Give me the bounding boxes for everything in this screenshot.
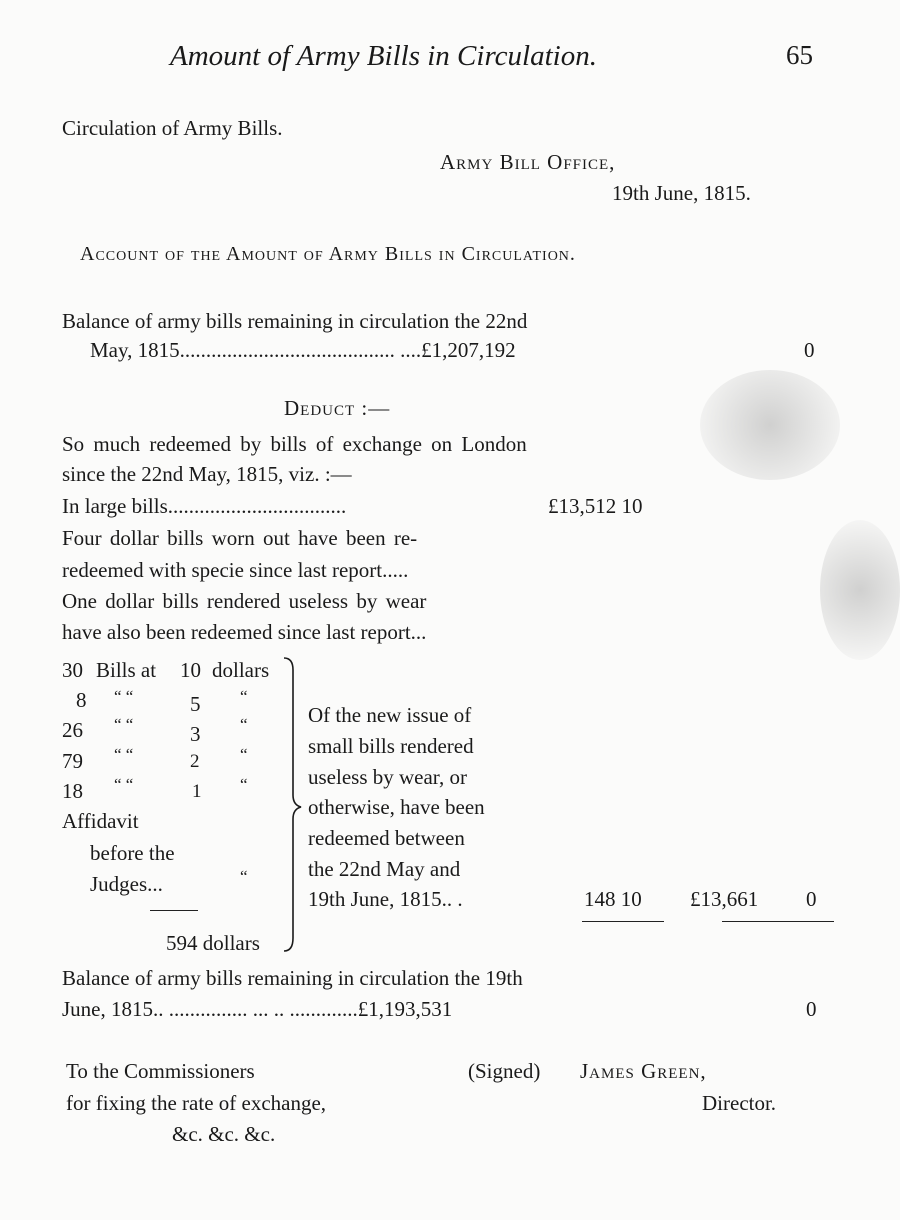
four-dollar-line1: Four dollar bills worn out have been re-	[62, 526, 418, 550]
date-line: 19th June, 1815.	[612, 181, 751, 205]
affidavit-line1: Affidavit	[62, 809, 139, 833]
balance-end-line2: June, 1815.. ............... ... .. .............£1,193,531	[62, 997, 453, 1021]
note-line: small bills rendered	[308, 734, 474, 758]
addressee-line2: for fixing the rate of exchange,	[66, 1091, 327, 1115]
small-bills-total: 594 dollars	[166, 931, 260, 955]
one-dollar-line1: One dollar bills rendered useless by wear	[62, 589, 427, 613]
row-label: Bills at	[96, 658, 157, 682]
balance-start-line2: May, 1815......................................... ....£1,207,192	[90, 338, 516, 362]
row-count: 26	[62, 718, 83, 742]
account-heading: Account of the Amount of Army Bills in Circulation.	[80, 243, 576, 265]
large-bills-amount: £13,512 10	[548, 494, 643, 518]
row-count: 18	[62, 779, 83, 803]
brace-icon	[281, 655, 305, 955]
row-denom: 1	[192, 781, 202, 802]
signatory-title: Director.	[702, 1091, 777, 1115]
affidavit-unit: “	[240, 867, 248, 886]
section-title: Circulation of Army Bills.	[62, 116, 283, 140]
row-denom: 3	[190, 722, 201, 746]
affidavit-line2: before the	[90, 841, 175, 865]
small-bills-amount: 148 10	[584, 887, 642, 911]
row-label: “ “	[114, 687, 134, 706]
balance-end-line1: Balance of army bills remaining in circulation the 19th	[62, 966, 523, 990]
row-unit: “	[240, 715, 248, 734]
signed-label: (Signed)	[468, 1059, 541, 1083]
deduct-total-pence: 0	[806, 887, 817, 911]
paper-stain	[700, 370, 840, 480]
row-unit: “	[240, 687, 248, 706]
one-dollar-line2: have also been redeemed since last report...	[62, 620, 427, 644]
page-number: 65	[786, 40, 813, 70]
affidavit-line3: Judges...	[90, 872, 163, 896]
note-line: otherwise, have been	[308, 795, 485, 819]
row-unit: “	[240, 775, 248, 794]
balance-end-pence: 0	[806, 997, 817, 1021]
row-unit: dollars	[212, 658, 270, 682]
row-count: 79	[62, 749, 83, 773]
large-bills-line: In large bills..................................	[62, 494, 347, 518]
row-count: 30	[62, 658, 83, 682]
row-denom: 10	[180, 658, 201, 682]
note-line: Of the new issue of	[308, 703, 472, 727]
total-rule	[150, 910, 198, 911]
redeemed-line1: So much redeemed by bills of exchange on London	[62, 432, 527, 456]
deduct-total-rule	[722, 921, 834, 922]
note-line: 19th June, 1815.. .	[308, 887, 463, 911]
signatory-name: James Green,	[580, 1059, 707, 1083]
deduct-total: £13,661	[690, 887, 759, 911]
row-denom: 2	[190, 751, 200, 772]
note-line: the 22nd May and	[308, 857, 461, 881]
addressee-line3: &c. &c. &c.	[172, 1122, 276, 1146]
redeemed-line2: since the 22nd May, 1815, viz. :—	[62, 462, 352, 486]
four-dollar-line2: redeemed with specie since last report.....	[62, 558, 409, 582]
amount-rule	[582, 921, 664, 922]
note-line: redeemed between	[308, 826, 465, 850]
balance-start-line1: Balance of army bills remaining in circulation the 22nd	[62, 309, 528, 333]
office-line: Army Bill Office,	[440, 150, 616, 174]
paper-stain	[820, 520, 900, 660]
row-unit: “	[240, 745, 248, 764]
row-label: “ “	[114, 775, 134, 794]
running-title: Amount of Army Bills in Circulation.	[170, 40, 597, 72]
note-line: useless by wear, or	[308, 765, 467, 789]
row-denom: 5	[190, 692, 201, 716]
deduct-heading: Deduct :—	[284, 396, 391, 420]
balance-start-pence: 0	[804, 338, 815, 362]
row-label: “ “	[114, 715, 134, 734]
row-label: “ “	[114, 745, 134, 764]
addressee-line1: To the Commissioners	[66, 1059, 255, 1083]
row-count: 8	[76, 688, 87, 712]
